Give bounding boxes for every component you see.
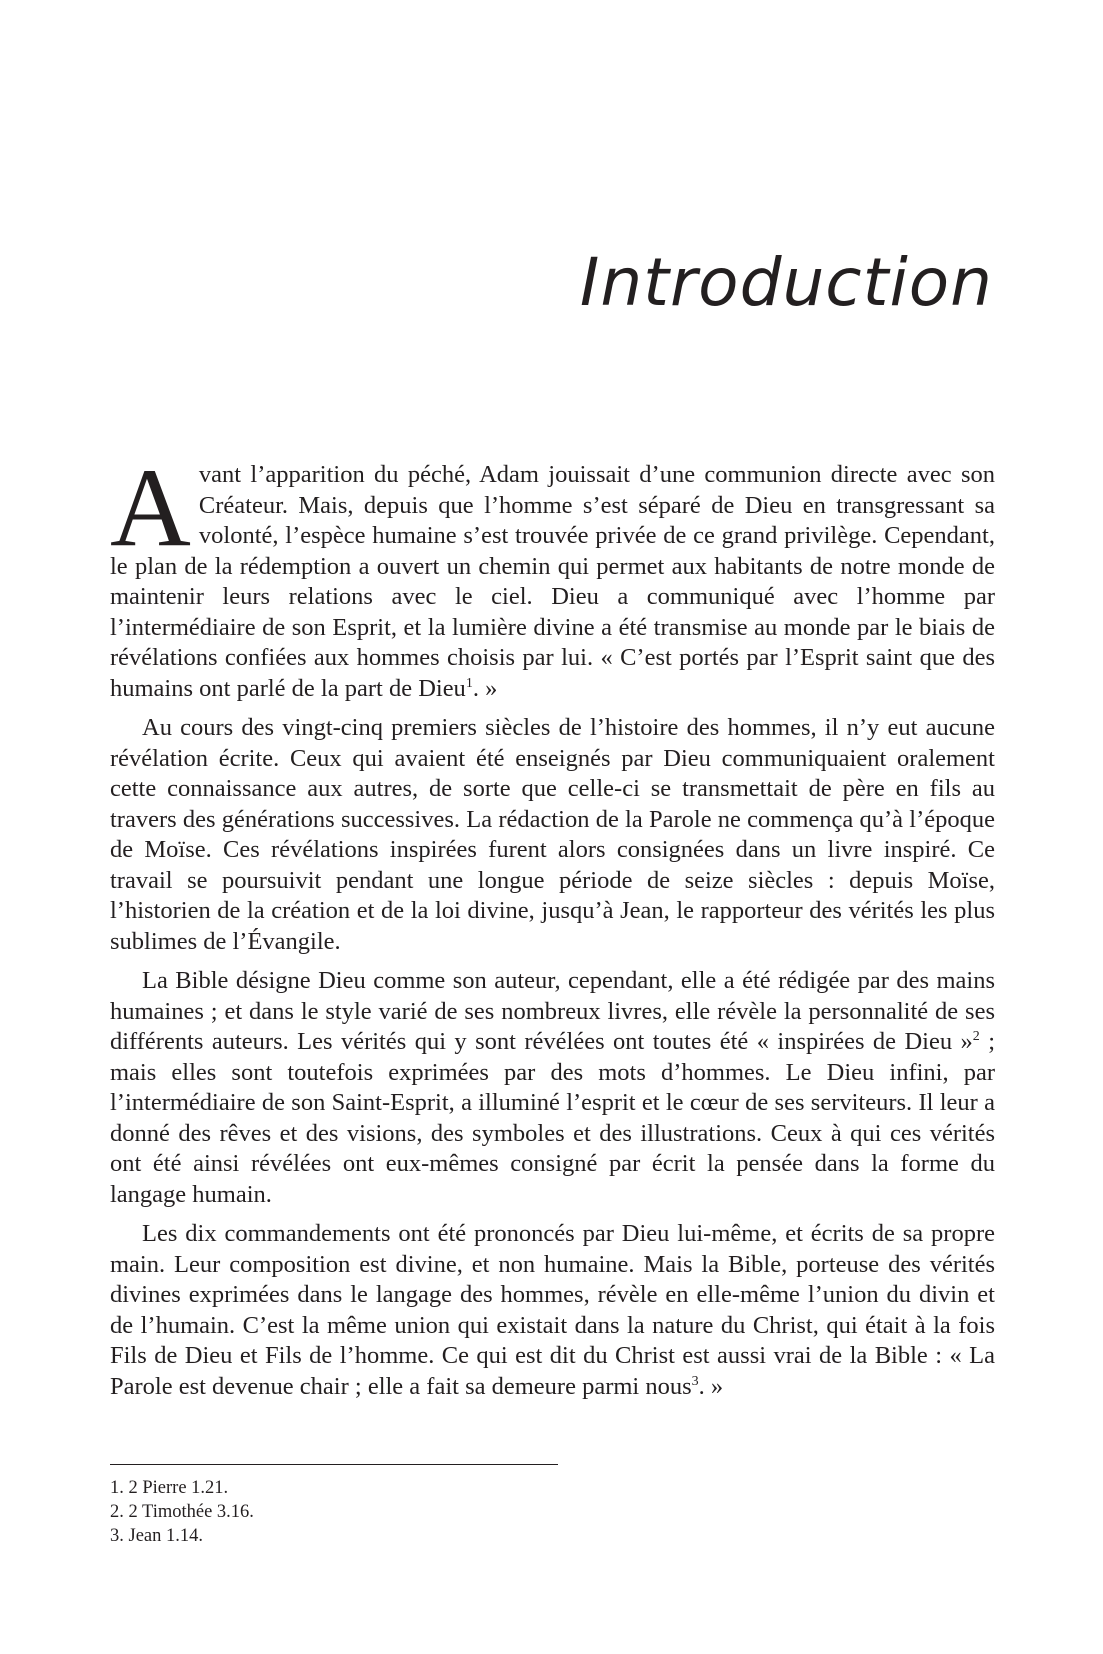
- paragraph-3-tail: ; mais elles sont toutefois exprimées par des mots d’hommes. Le Dieu infini, par l’intermédiaire de son Saint-Esprit, a illuminé l’esprit et le cœur de ses serviteurs. Il leur a donné des rêves et des visions, des symboles et des illustrations. Ceux à qui ces vérités ont été ainsi révélées ont eux-mêmes consigné par écrit la pensée dans la forme du langage humain.: [110, 1028, 995, 1208]
- paragraph-2: [110, 713, 995, 957]
- footnote-3: 3. Jean 1.14.: [110, 1526, 203, 1546]
- footnote-1: 1. 2 Pierre 1.21.: [110, 1478, 229, 1498]
- paragraph-1-tail: . »: [472, 674, 498, 702]
- paragraph-4: [110, 1219, 995, 1402]
- drop-cap: A: [110, 446, 191, 570]
- footnote-divider: [110, 1464, 558, 1465]
- paragraph-1: [110, 446, 995, 704]
- footnote-2: 2. 2 Timothée 3.16.: [110, 1502, 254, 1522]
- paragraph-2-text: Au cours des vingt-cinq premiers siècles de l’histoire des hommes, il n’y eut aucune révélation écrite. Ceux qui avaient été enseignés par Dieu communiquaient oralement cette connaissance aux autres, de sorte que celle-ci se transmettait de père en fils au travers des générations successives. La rédaction de la Parole ne commença qu’à l’époque de Moïse. Ces révélations inspirées furent alors consignées dans un livre inspiré. Ce travail se poursuivit pendant une longue période de seize siècles : depuis Moïse, l’historien de la création et de la loi divine, jusqu’à Jean, le rapporteur des vérités les plus sublimes de l’Évangile.: [110, 714, 995, 955]
- paragraph-4-text: Les dix commandements ont été prononcés par Dieu lui-même, et écrits de sa propre main. Leur composition est divine, et non humaine. Mais la Bible, porteuse des vérités divines exprimées dans le langage des hommes, révèle en elle-même l’union du divin et de l’humain. C’est la même union qui existait dans la nature du Christ, qui était à la fois Fils de Dieu et Fils de l’homme. Ce qui est dit du Christ est aussi vrai de la Bible : « La Parole est devenue chair ; elle a fait sa demeure parmi nous: [110, 1220, 995, 1400]
- footnote-ref-1: 1: [465, 675, 473, 691]
- footnotes: [110, 1476, 710, 1548]
- paragraph-3-text: La Bible désigne Dieu comme son auteur, cependant, elle a été rédigée par des mains humaines ; et dans le style varié de ses nombreux livres, elle révèle la personnalité de ses différents auteurs. Les vérités qui y sont révélées ont toutes été « inspirées de Dieu »: [110, 967, 995, 1055]
- footnote-ref-3: 3: [691, 1373, 699, 1389]
- paragraph-4-tail: . »: [698, 1372, 724, 1400]
- chapter-title: Introduction: [579, 244, 993, 321]
- paragraph-3: [110, 966, 995, 1210]
- body-text: [110, 446, 995, 1411]
- paragraph-1-text: vant l’apparition du péché, Adam jouissait d’une communion directe avec son Créateur. Mais, depuis que l’homme s’est séparé de Dieu en transgressant sa volonté, l’espèce humaine s’est trouvée privée de ce grand privilège. Cependant, le plan de la rédemption a ouvert un chemin qui permet aux habitants de notre monde de maintenir leurs relations avec le ciel. Dieu a communiqué avec l’homme par l’intermédiaire de son Esprit, et la lumière divine a été transmise au monde par le biais de révélations confiées aux hommes choisis par lui. « C’est portés par l’Esprit saint que des humains ont parlé de la part de Dieu: [110, 461, 995, 702]
- footnote-ref-2: 2: [972, 1028, 980, 1044]
